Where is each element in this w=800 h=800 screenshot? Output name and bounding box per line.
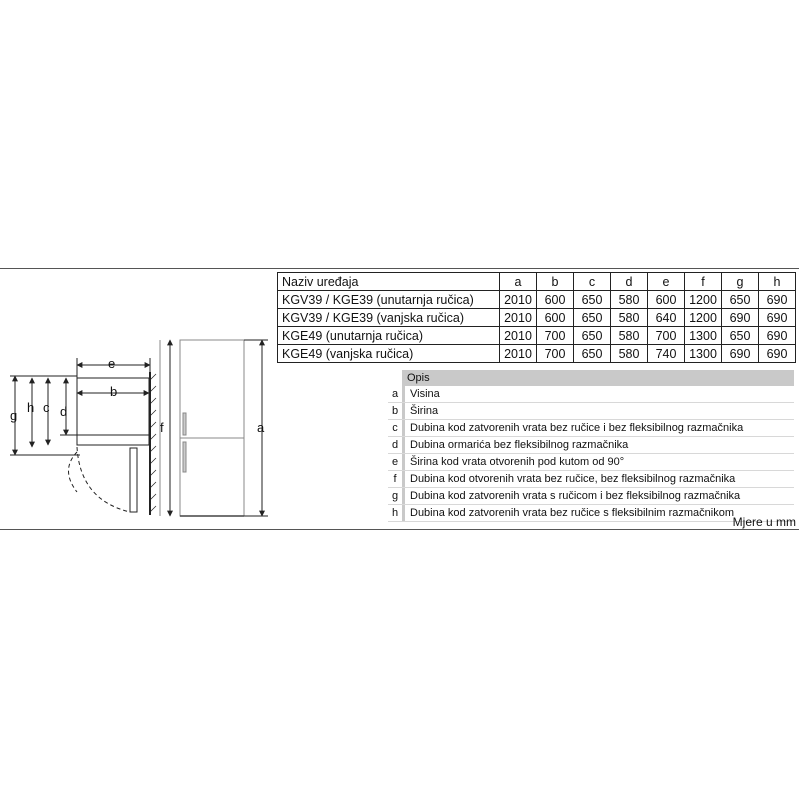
dimension-value: 600 <box>537 291 574 309</box>
device-name: KGV39 / KGE39 (vanjska ručica) <box>278 309 500 327</box>
legend-key: f <box>393 473 397 485</box>
dim-label-g: g <box>10 408 18 423</box>
legend-key: h <box>391 507 399 519</box>
dimension-value: 2010 <box>500 327 537 345</box>
dimension-value: 1300 <box>685 327 722 345</box>
legend-key: e <box>391 456 399 468</box>
dimension-value: 580 <box>611 327 648 345</box>
dimension-value: 2010 <box>500 309 537 327</box>
dimension-value: 690 <box>759 327 796 345</box>
legend-text: Dubina kod otvorenih vrata bez ručice, bez fleksibilnog razmačnika <box>402 471 794 487</box>
legend-text: Dubina kod zatvorenih vrata bez ručice s fleksibilnim razmačnikom <box>402 505 794 521</box>
dimension-value: 640 <box>648 309 685 327</box>
dimension-value: 650 <box>722 291 759 309</box>
legend-item <box>388 454 794 471</box>
device-name: KGE49 (vanjska ručica) <box>278 345 500 363</box>
legend-text: Visina <box>402 386 794 402</box>
header-col-a: a <box>500 273 537 291</box>
dim-label-h: h <box>27 400 35 415</box>
dim-label-a: a <box>257 420 265 435</box>
dim-label-c: c <box>43 400 50 415</box>
dim-label-d: d <box>60 404 68 419</box>
dimension-value: 650 <box>722 327 759 345</box>
legend-key: a <box>391 388 399 400</box>
dimension-value: 690 <box>759 309 796 327</box>
dimension-value: 650 <box>574 327 611 345</box>
header-col-b: b <box>537 273 574 291</box>
header-col-h: h <box>759 273 796 291</box>
legend-item <box>388 386 794 403</box>
legend-text: Širina <box>402 403 794 419</box>
legend-table <box>388 370 794 522</box>
dimension-value: 700 <box>648 327 685 345</box>
header-col-g: g <box>722 273 759 291</box>
table-row <box>278 291 796 309</box>
header-col-d: d <box>611 273 648 291</box>
device-name: KGE49 (unutarnja ručica) <box>278 327 500 345</box>
dimension-value: 580 <box>611 291 648 309</box>
dimension-value: 690 <box>759 291 796 309</box>
dimension-value: 650 <box>574 345 611 363</box>
table-row <box>278 309 796 327</box>
legend-text: Širina kod vrata otvorenih pod kutom od 90° <box>402 454 794 470</box>
legend-item <box>388 471 794 488</box>
legend-item <box>388 488 794 505</box>
dimension-value: 600 <box>648 291 685 309</box>
legend-key: g <box>391 490 399 502</box>
dimension-value: 690 <box>759 345 796 363</box>
dim-label-f: f <box>160 420 164 435</box>
legend-key: b <box>391 405 399 417</box>
dimension-value: 1200 <box>685 291 722 309</box>
legend-text: Dubina ormarića bez fleksibilnog razmačnika <box>402 437 794 453</box>
table-row <box>278 345 796 363</box>
dimension-value: 580 <box>611 309 648 327</box>
dimension-value: 690 <box>722 309 759 327</box>
legend-item <box>388 403 794 420</box>
dimension-value: 1300 <box>685 345 722 363</box>
dimension-value: 700 <box>537 345 574 363</box>
dimension-value: 650 <box>574 309 611 327</box>
legend-key: c <box>392 422 398 434</box>
dim-label-b: b <box>110 384 118 399</box>
header-col-f: f <box>685 273 722 291</box>
front-view-outline <box>160 340 244 516</box>
device-name: KGV39 / KGE39 (unutarnja ručica) <box>278 291 500 309</box>
table-row <box>278 327 796 345</box>
legend-item <box>388 437 794 454</box>
dimension-value: 740 <box>648 345 685 363</box>
dim-label-e: e <box>108 356 116 371</box>
dimension-value: 690 <box>722 345 759 363</box>
dimension-value: 580 <box>611 345 648 363</box>
dimension-value: 700 <box>537 327 574 345</box>
dimension-value: 2010 <box>500 291 537 309</box>
dimensions-table <box>277 272 796 363</box>
dimension-value: 1200 <box>685 309 722 327</box>
units-note: Mjere u mm <box>732 515 796 529</box>
legend-text: Dubina kod zatvorenih vrata s ručicom i bez fleksibilnog razmačnika <box>402 488 794 504</box>
legend-key: d <box>391 439 399 451</box>
legend-text: Dubina kod zatvorenih vrata bez ručice i bez fleksibilnog razmačnika <box>402 420 794 436</box>
dimension-value: 650 <box>574 291 611 309</box>
header-col-c: c <box>574 273 611 291</box>
table-header-row <box>278 273 796 291</box>
header-col-e: e <box>648 273 685 291</box>
dimension-value: 600 <box>537 309 574 327</box>
legend-item <box>388 420 794 437</box>
dimension-value: 2010 <box>500 345 537 363</box>
header-device-name: Naziv uređaja <box>278 273 500 291</box>
legend-title: Opis <box>402 370 794 386</box>
